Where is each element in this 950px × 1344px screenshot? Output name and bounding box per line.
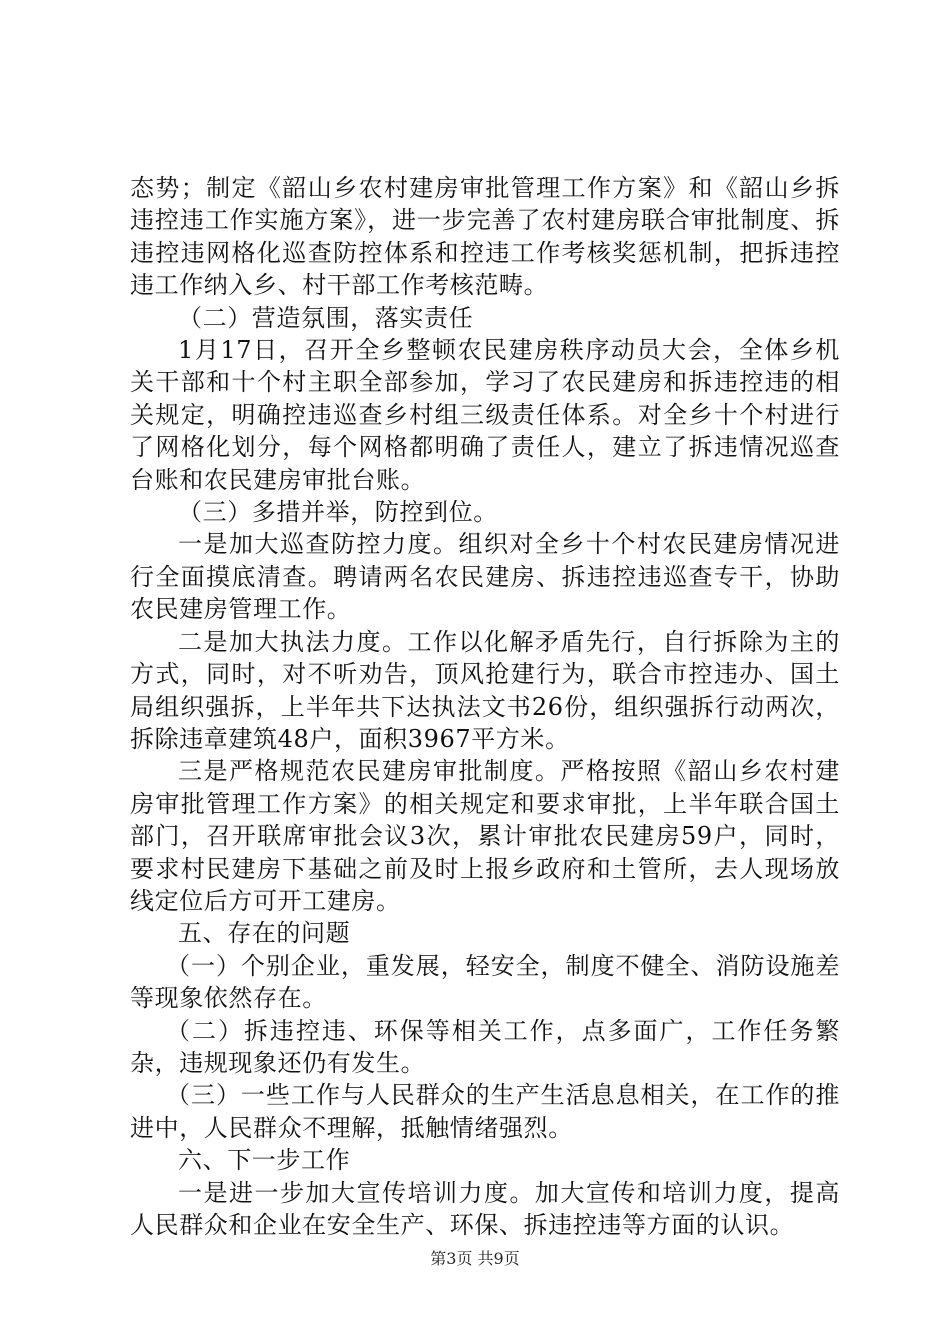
paragraph: 一是进一步加大宣传培训力度。加大宣传和培训力度，提高人民群众和企业在安全生产、环保、拆违控违等方面的认识。: [130, 1178, 840, 1239]
paragraph: 1月17日，召开全乡整顿农民建房秩序动员大会，全体乡机关干部和十个村主职全部参加，学习了农民建房和拆违控违的相关规定，明确控违巡查乡村组三级责任体系。对全乡十个村进行了网格化划分，每个网格都明确了责任人，建立了拆违情况巡查台账和农民建房审批台账。: [130, 336, 840, 494]
paragraph: 三是严格规范农民建房审批制度。严格按照《韶山乡农村建房审批管理工作方案》的相关规定和要求审批，上半年联合国土部门，召开联席审批会议3次，累计审批农民建房59户，同时，要求村民建房下基础之前及时上报乡政府和土管所，去人现场放线定位后方可开工建房。: [130, 757, 840, 915]
paragraph: 二是加大执法力度。工作以化解矛盾先行，自行拆除为主的方式，同时，对不听劝告，顶风抢建行为，联合市控违办、国土局组织强拆，上半年共下达执法文书26份，组织强拆行动两次，拆除违章建筑48户，面积3967平方米。: [130, 627, 840, 753]
section-heading-3: （三）多措并举，防控到位。: [178, 498, 498, 527]
section-heading-next-steps: 六、下一步工作: [178, 1146, 351, 1175]
paragraph: （三）一些工作与人民群众的生产生活息息相关，在工作的推进中，人民群众不理解，抵触情绪强烈。: [130, 1081, 840, 1142]
section-heading-problems: 五、存在的问题: [178, 919, 351, 948]
section-heading-2: （二）营造氛围，落实责任: [178, 303, 474, 332]
paragraph-continued: 态势；制定《韶山乡农村建房审批管理工作方案》和《韶山乡拆违控违工作实施方案》，进一步完善了农村建房联合审批制度、拆违控违网格化巡查防控体系和控违工作考核奖惩机制，把拆违控违工作纳入乡、村干部工作考核范畴。: [130, 174, 840, 300]
page-number-footer: 第3页 共9页: [430, 1249, 520, 1268]
paragraph: （一）个别企业，重发展，轻安全，制度不健全、消防设施差等现象依然存在。: [130, 951, 840, 1013]
paragraph: （二）拆违控违、环保等相关工作，点多面广，工作任务繁杂，违规现象还仍有发生。: [130, 1016, 840, 1077]
paragraph: 一是加大巡查防控力度。组织对全乡十个村农民建房情况进行全面摸底清查。聘请两名农民建房、拆违控违巡查专干，协助农民建房管理工作。: [130, 530, 840, 624]
document-body: [130, 172, 840, 1241]
